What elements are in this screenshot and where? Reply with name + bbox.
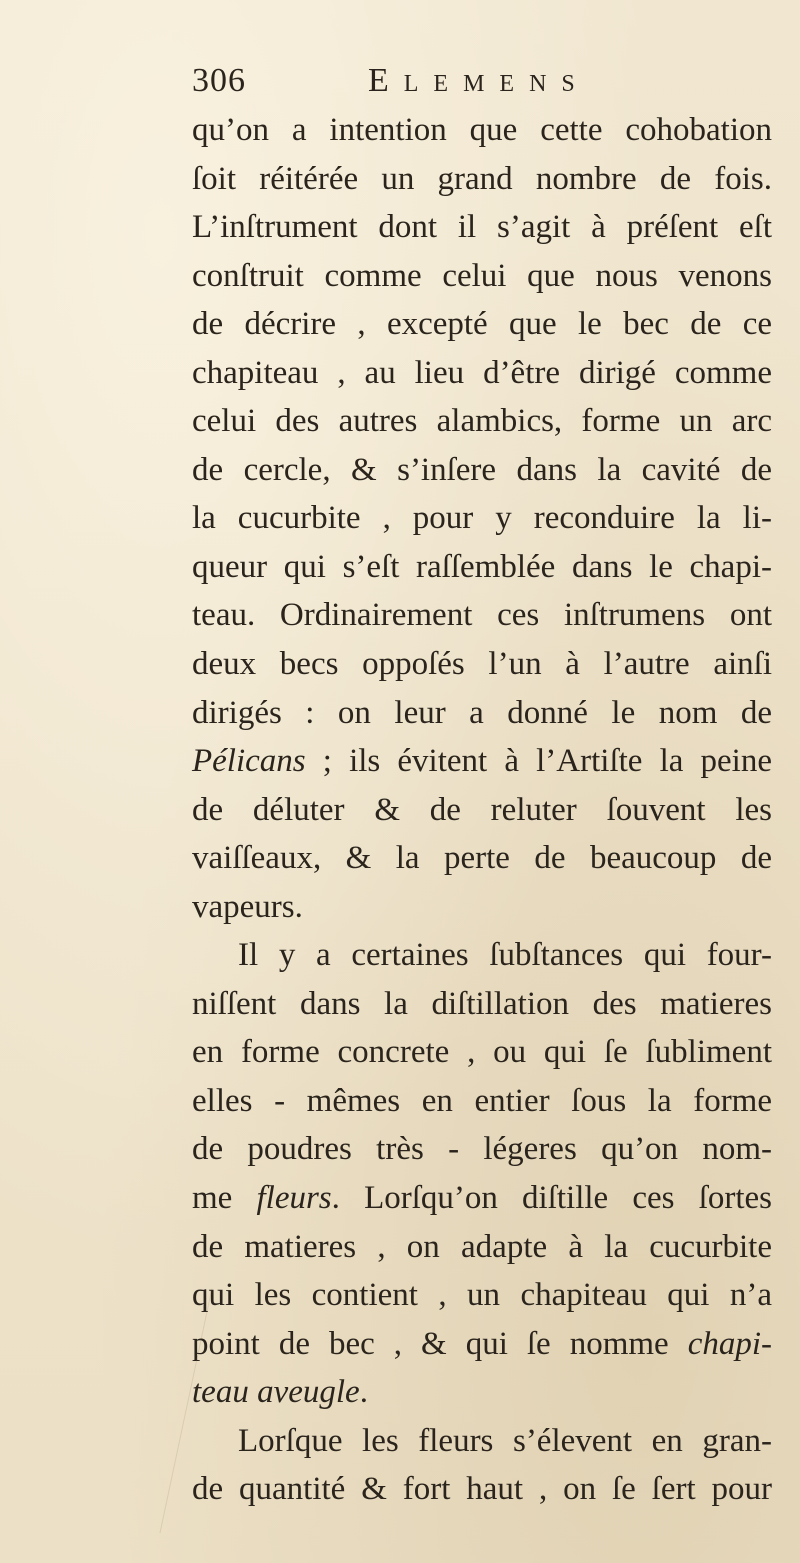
text-line: Il y a certaines ſubſtances qui four-	[238, 937, 772, 974]
italic-term: teau aveugle	[192, 1374, 360, 1411]
text-line: Pélicans ; ils évitent à l’Artiſte la peine	[192, 743, 772, 780]
text-line: point de bec , & qui ſe nomme chapi-	[192, 1325, 772, 1362]
running-head	[192, 62, 752, 112]
italic-term: Pélicans	[192, 743, 306, 780]
text-line: de décrire , excepté que le bec de ce	[192, 306, 772, 343]
text-line: qui les contient , un chapiteau qui n’a	[192, 1277, 772, 1314]
text-line: dirigés : on leur a donné le nom de	[192, 694, 772, 731]
text-line: celui des autres alambics, forme un arc	[192, 403, 772, 440]
text-line: Lorſque les fleurs s’élevent en gran-	[238, 1422, 772, 1459]
page-number: 306	[192, 62, 246, 99]
text-line: de déluter & de reluter ſouvent les	[192, 791, 772, 828]
text-line: ſoit réitérée un grand nombre de fois.	[192, 160, 772, 197]
text-line: chapiteau , au lieu d’être dirigé comme	[192, 354, 772, 391]
text-line: de cercle, & s’inſere dans la cavité de	[192, 451, 772, 488]
text-line: de matieres , on adapte à la cucurbite	[192, 1228, 772, 1265]
text-line: de poudres très - légeres qu’on nom-	[192, 1131, 772, 1168]
italic-term: chapi-	[687, 1325, 772, 1362]
text-line: en forme concrete , ou qui ſe ſubliment	[192, 1034, 772, 1071]
text-line: queur qui s’eſt raſſemblée dans le chapi-	[192, 548, 772, 585]
text-line: me fleurs. Lorſqu’on diſtille ces ſortes	[192, 1180, 772, 1217]
body-text	[192, 106, 772, 1514]
text-line: la cucurbite , pour y reconduire la li-	[192, 500, 772, 537]
text-line: qu’on a intention que cette cohobation	[192, 112, 772, 148]
text-line: de quantité & fort haut , on ſe ſert pour	[192, 1471, 772, 1508]
text-line: vapeurs.	[192, 888, 303, 925]
text-line: niſſent dans la diſtillation des matieres	[192, 985, 772, 1022]
text-line: vaiſſeaux, & la perte de beaucoup de	[192, 840, 772, 877]
text-line: L’inſtrument dont il s’agit à préſent eſt	[192, 209, 772, 246]
text-line: deux becs oppoſés l’un à l’autre ainſi	[192, 646, 772, 683]
text-line: elles - mêmes en entier ſous la forme	[192, 1082, 772, 1119]
text-line: teau aveugle.	[192, 1374, 368, 1411]
text-line: conſtruit comme celui que nous venons	[192, 257, 772, 294]
text-line: teau. Ordinairement ces inſtrumens ont	[192, 597, 772, 634]
italic-term: fleurs	[256, 1180, 332, 1217]
running-title: Elemens	[368, 62, 590, 99]
